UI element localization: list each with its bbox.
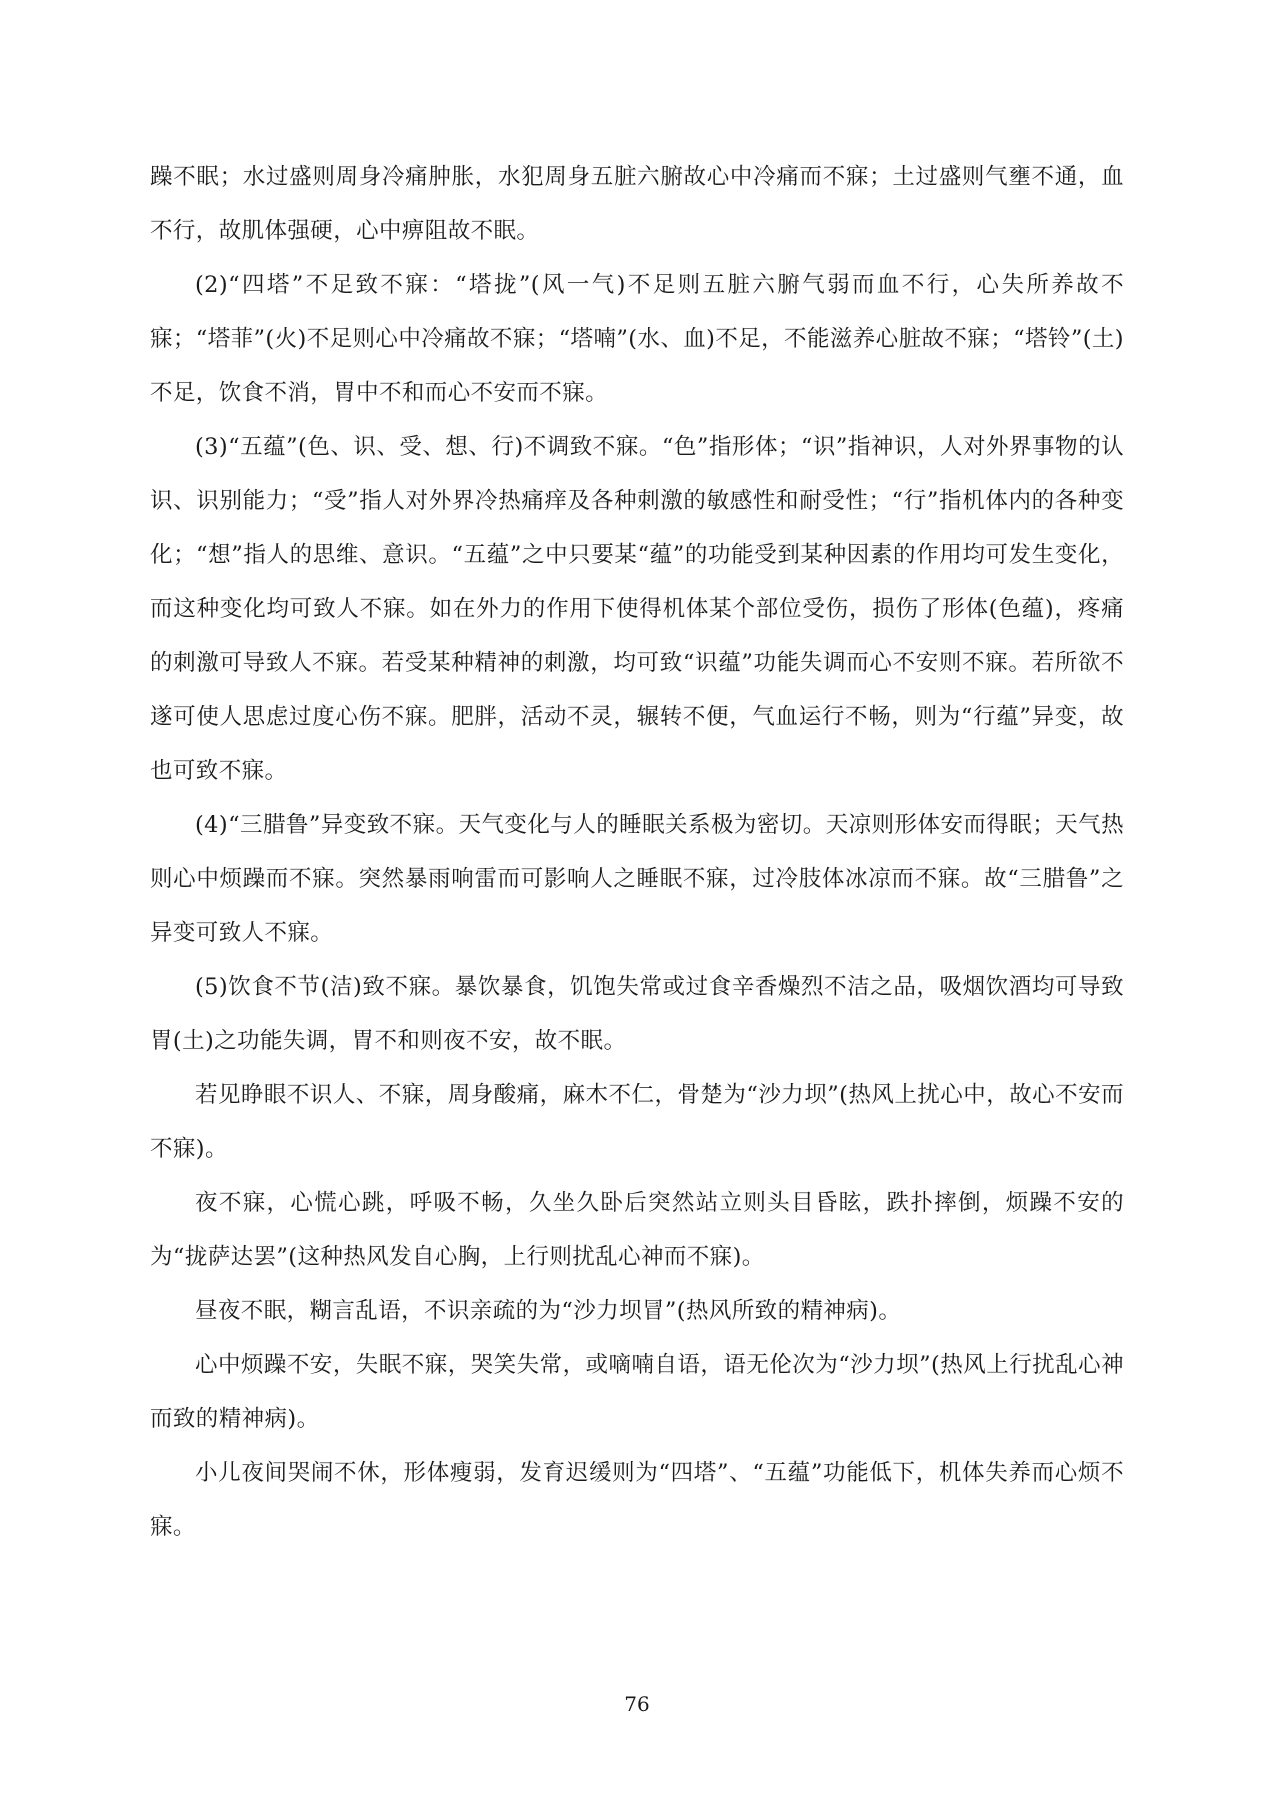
paragraph-symptom-5: 小儿夜间哭闹不休，形体瘦弱，发育迟缓则为“四塔”、“五蕴”功能低下，机体失养而心烦不寐。 [150,1460,1124,1540]
paragraph-symptom-2: 夜不寐，心慌心跳，呼吸不畅，久坐久卧后突然站立则头目昏眩，跌扑摔倒，烦躁不安的为“拢萨达罢”(这种热风发自心胸，上行则扰乱心神而不寐)。 [150,1190,1124,1270]
page-number: 76 [624,1692,650,1716]
page-body [150,150,1124,1554]
paragraph-item-3: (3)“五蕴”(色、识、受、想、行)不调致不寐。“色”指形体；“识”指神识，人对外界事物的认识、识别能力；“受”指人对外界冷热痛痒及各种刺激的敏感性和耐受性；“行”指机体内的各种变化；“想”指人的思维、意识。“五蕴”之中只要某“蕴”的功能受到某种因素的作用均可发生变化，而这种变化均可致人不寐。如在外力的作用下使得机体某个部位受伤，损伤了形体(色蕴)，疼痛的刺激可导致人不寐。若受某种精神的刺激，均可致“识蕴”功能失调而心不安则不寐。若所欲不遂可使人思虑过度心伤不寐。肥胖，活动不灵，辗转不便，气血运行不畅，则为“行蕴”异变，故也可致不寐。 [150,434,1124,784]
paragraph-symptom-3: 昼夜不眠，糊言乱语，不识亲疏的为“沙力坝冒”(热风所致的精神病)。 [195,1298,902,1324]
paragraph-item-2: (2)“四塔”不足致不寐：“塔拢”(风一气)不足则五脏六腑气弱而血不行，心失所养故不寐；“塔菲”(火)不足则心中冷痛故不寐；“塔喃”(水、血)不足，不能滋养心脏故不寐；“塔铃”(土)不足，饮食不消，胃中不和而心不安而不寐。 [150,272,1124,406]
paragraph-symptom-4: 心中烦躁不安，失眠不寐，哭笑失常，或嘀喃自语，语无伦次为“沙力坝”(热风上行扰乱心神而致的精神病)。 [150,1352,1124,1432]
paragraph-item-4: (4)“三腊鲁”异变致不寐。天气变化与人的睡眠关系极为密切。天凉则形体安而得眠；天气热则心中烦躁而不寐。突然暴雨响雷而可影响人之睡眠不寐，过冷肢体冰凉而不寐。故“三腊鲁”之异变可致人不寐。 [150,812,1124,946]
paragraph-symptom-1: 若见睁眼不识人、不寐，周身酸痛，麻木不仁，骨楚为“沙力坝”(热风上扰心中，故心不安而不寐)。 [150,1082,1124,1162]
paragraph-item-5: (5)饮食不节(洁)致不寐。暴饮暴食，饥饱失常或过食辛香燥烈不洁之品，吸烟饮酒均可导致胃(土)之功能失调，胃不和则夜不安，故不眠。 [150,974,1124,1054]
paragraph-continuation: 躁不眠；水过盛则周身冷痛肿胀，水犯周身五脏六腑故心中冷痛而不寐；土过盛则气壅不通，血不行，故肌体强硬，心中痹阻故不眠。 [150,164,1124,244]
